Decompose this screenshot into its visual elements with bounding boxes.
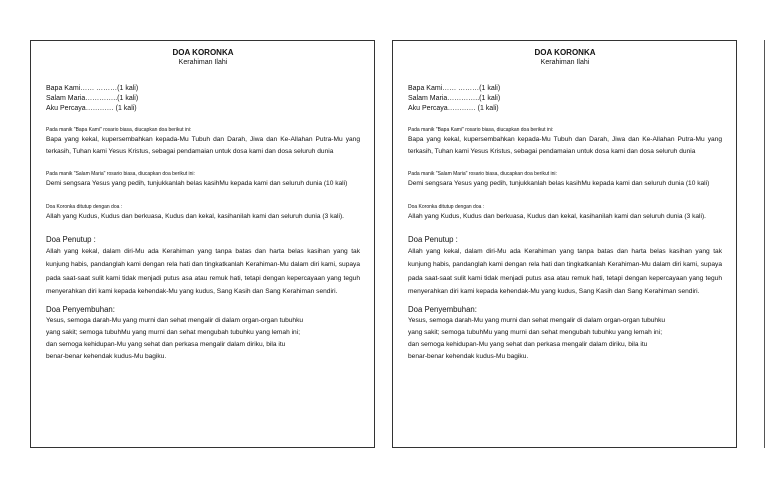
prayer-section-closing-doa: [46, 203, 360, 223]
section-text: Allah yang kekal, dalam diri-Mu ada Kerahiman yang tanpa batas dan harta belas kasihan yang tak kunjung habis, pandanglah kami dengan rela hati dan tingkatkanlah Kerahiman-Mu dalam diri kami, supaya pada saat-saat sulit kami tidak menjadi putus asa atau remuk hati, tetapi dengan kepercayaan yang teguh menyerahkan diri kami kepada kehendak-Mu yang kudus, Sang Kasih dan Sang Kerahiman sendiri.: [46, 247, 360, 296]
document-title: DOA KORONKA: [172, 48, 234, 57]
opening-prayer-line: Salam Maria…………..(1 kali): [46, 95, 139, 102]
section-text: Demi sengsara Yesus yang pedih, tunjukkanlah belas kasihMu kepada kami dan seluruh dunia (10 kali): [46, 180, 348, 188]
doa-penutup-section: [408, 235, 722, 299]
opening-prayer-line: Salam Maria…………..(1 kali): [408, 95, 501, 102]
section-note: Pada manik "Bapa Kami" rosario biasa, diucapkan doa berikut ini:: [46, 127, 192, 133]
document-subtitle: Kerahiman Ilahi: [178, 59, 228, 66]
prayer-section-salam-maria: [46, 170, 360, 190]
section-text: Allah yang Kudus, Kudus dan berkuasa, Kudus dan kekal, kasihanilah kami dan seluruh dunia (3 kali).: [408, 212, 707, 220]
prayer-section-bapa-kami: [408, 126, 722, 158]
section-line: benar-benar kehendak kudus-Mu bagiku.: [408, 353, 529, 361]
section-text: Demi sengsara Yesus yang pedih, tunjukkanlah belas kasihMu kepada kami dan seluruh dunia (10 kali): [408, 180, 710, 188]
prayer-page-right: [392, 40, 737, 448]
section-line: yang sakit; semoga tubuhMu yang murni dan sehat mengubah tubuhku yang lemah ini;: [408, 329, 663, 337]
section-heading: Doa Penyembuhan:: [408, 304, 477, 314]
section-note: Doa Koronka ditutup dengan doa :: [46, 203, 123, 210]
prayer-section-closing-doa: [408, 203, 722, 223]
prayer-section-bapa-kami: [46, 126, 360, 158]
section-note: Doa Koronka ditutup dengan doa :: [408, 203, 485, 210]
next-page-edge: [764, 40, 765, 448]
section-text: Allah yang kekal, dalam diri-Mu ada Kerahiman yang tanpa batas dan harta belas kasihan yang tak kunjung habis, pandanglah kami dengan rela hati dan tingkatkanlah Kerahiman-Mu dalam diri kami, supaya pada saat-saat sulit kami tidak menjadi putus asa atau remuk hati, tetapi dengan kepercayaan yang teguh menyerahkan diri kami kepada kehendak-Mu yang kudus, Sang Kasih dan Sang Kerahiman sendiri.: [408, 247, 722, 296]
section-heading: Doa Penutup :: [46, 234, 96, 244]
section-line: dan semoga kehidupan-Mu yang sehat dan perkasa mengalir dalam diriku, bila itu: [408, 341, 648, 349]
section-line: yang sakit; semoga tubuhMu yang murni dan sehat mengubah tubuhku yang lemah ini;: [46, 329, 301, 337]
section-line: dan semoga kehidupan-Mu yang sehat dan perkasa mengalir dalam diriku, bila itu: [46, 341, 286, 349]
section-note: Pada manik "Salam Maria" rosario biasa, diucapkan doa berikut ini:: [46, 171, 195, 178]
prayer-page-left: [30, 40, 375, 448]
opening-prayer-line: Aku Percaya………… (1 kali): [46, 105, 137, 112]
section-text: Allah yang Kudus, Kudus dan berkuasa, Kudus dan kekal, kasihanilah kami dan seluruh dunia (3 kali).: [46, 212, 345, 220]
doa-penyembuhan-section: [408, 305, 722, 364]
document-subtitle: Kerahiman Ilahi: [540, 59, 590, 66]
section-text: Bapa yang kekal, kupersembahkan kepada-Mu Tubuh dan Darah, Jiwa dan Ke-Allahan Putra-Mu yang terkasih, Tuhan kami Yesus Kristus, sebagai pendamaian untuk dosa kami dan dosa seluruh dunia: [408, 136, 722, 156]
document-title: DOA KORONKA: [534, 48, 596, 57]
opening-prayer-line: Bapa Kami…… ………(1 kali): [408, 85, 501, 92]
section-line: Yesus, semoga darah-Mu yang murni dan sehat mengalir di dalam organ-organ tubuhku: [46, 316, 304, 324]
section-line: benar-benar kehendak kudus-Mu bagiku.: [46, 353, 167, 361]
section-heading: Doa Penutup :: [408, 234, 458, 244]
section-heading: Doa Penyembuhan:: [46, 304, 115, 314]
doa-penutup-section: [46, 235, 360, 299]
section-text: Bapa yang kekal, kupersembahkan kepada-Mu Tubuh dan Darah, Jiwa dan Ke-Allahan Putra-Mu yang terkasih, Tuhan kami Yesus Kristus, sebagai pendamaian untuk dosa kami dan dosa seluruh dunia: [46, 136, 360, 156]
opening-prayers: [46, 84, 360, 114]
opening-prayer-line: Aku Percaya………… (1 kali): [408, 105, 499, 112]
prayer-section-salam-maria: [408, 170, 722, 190]
section-note: Pada manik "Salam Maria" rosario biasa, diucapkan doa berikut ini:: [408, 171, 557, 178]
doa-penyembuhan-section: [46, 305, 360, 364]
section-note: Pada manik "Bapa Kami" rosario biasa, diucapkan doa berikut ini:: [408, 127, 554, 133]
opening-prayer-line: Bapa Kami…… ………(1 kali): [46, 85, 139, 92]
opening-prayers: [408, 84, 722, 114]
section-line: Yesus, semoga darah-Mu yang murni dan sehat mengalir di dalam organ-organ tubuhku: [408, 316, 666, 324]
